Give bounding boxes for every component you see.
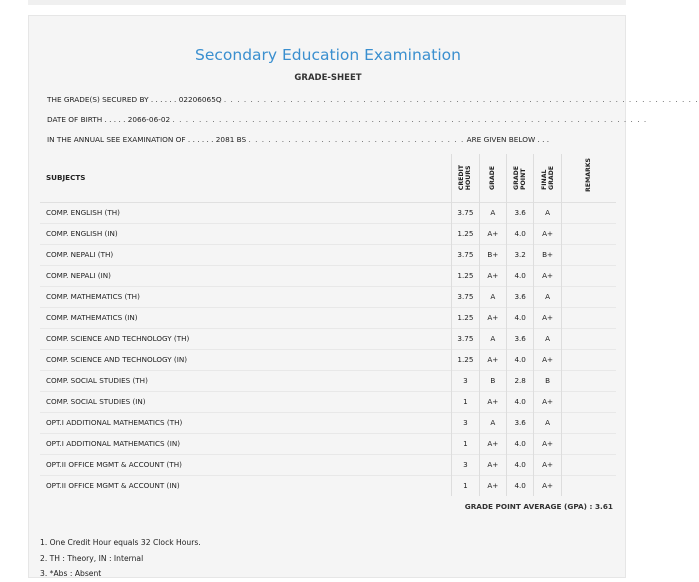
subject-cell: COMP. NEPALI (TH): [46, 250, 114, 259]
exam-line: [47, 135, 567, 144]
table-row: [40, 223, 616, 244]
final-grade-cell: A+: [534, 223, 561, 244]
table-row: [40, 307, 616, 328]
exam-year: 2081 BS: [215, 135, 247, 144]
exam-suffix: ARE GIVEN BELOW . . .: [466, 135, 550, 144]
remarks-cell: [561, 454, 616, 475]
subject-cell: COMP. ENGLISH (IN): [46, 229, 118, 238]
subject-cell: COMP. NEPALI (IN): [46, 271, 111, 280]
grade-cell: A: [479, 412, 506, 433]
col-grade-point: GRADE POINT: [506, 154, 533, 202]
final-grade-cell: B: [534, 370, 561, 391]
subject-cell: COMP. SOCIAL STUDIES (IN): [46, 397, 146, 406]
footnote: 2. TH : Theory, IN : Internal: [40, 553, 144, 563]
credit-hours-cell: 1: [452, 391, 479, 412]
grade-point-cell: 3.6: [506, 328, 533, 349]
table-row: [40, 244, 616, 265]
table-row: [40, 391, 616, 412]
final-grade-cell: A: [534, 412, 561, 433]
sheet-subtitle: GRADE-SHEET: [294, 73, 362, 83]
footnote: 1. One Credit Hour equals 32 Clock Hours.: [40, 538, 201, 547]
remarks-cell: [561, 391, 616, 412]
dot-leader: . . . . . . . . . . . . . . . . . . . . . . . . . . . . . . . . . . . . . . . . . . . . . . . . . . . . . . . . . . . . . . . . . . . . . . . .: [172, 115, 648, 124]
table-row: [40, 454, 616, 475]
table-row: [40, 370, 616, 391]
final-grade-cell: A+: [534, 265, 561, 286]
credit-hours-cell: 3.75: [452, 328, 479, 349]
final-grade-cell: A+: [534, 433, 561, 454]
credit-hours-cell: 3: [452, 454, 479, 475]
footnotes: [40, 535, 201, 582]
credit-hours-cell: 1.25: [452, 265, 479, 286]
grade-cell: A: [479, 328, 506, 349]
subject-cell: OPT.I ADDITIONAL MATHEMATICS (TH): [46, 418, 183, 427]
final-grade-cell: A+: [534, 307, 561, 328]
grade-point-cell: 3.2: [506, 244, 533, 265]
remarks-cell: [561, 475, 616, 496]
col-subjects: SUBJECTS: [46, 173, 86, 183]
exam-prefix: IN THE ANNUAL SEE EXAMINATION OF . . . . . .: [47, 135, 214, 144]
exam-title: Secondary Education Examination: [195, 46, 461, 64]
subject-cell: COMP. ENGLISH (TH): [46, 208, 120, 217]
subject-cell: COMP. SCIENCE AND TECHNOLOGY (IN): [46, 355, 188, 364]
credit-hours-cell: 3: [452, 412, 479, 433]
grade-sheet-panel: [28, 15, 699, 578]
subject-cell: OPT.I ADDITIONAL MATHEMATICS (IN): [46, 439, 181, 448]
final-grade-cell: A+: [534, 454, 561, 475]
remarks-cell: [561, 244, 616, 265]
credit-hours-cell: 3.75: [452, 286, 479, 307]
table-row: [40, 265, 616, 286]
dob-prefix: DATE OF BIRTH . . . . .: [47, 115, 126, 124]
grade-point-cell: 4.0: [506, 349, 533, 370]
table-row: [40, 286, 616, 307]
grade-point-cell: 4.0: [506, 475, 533, 496]
table-row: [40, 202, 616, 223]
grade-point-cell: 4.0: [506, 391, 533, 412]
top-divider: [28, 0, 626, 5]
grade-point-cell: 4.0: [506, 223, 533, 244]
dot-leader: . . . . . . . . . . . . . . . . . . . . . . . . . . . . . . . . . . . . . . . . . . . . . . . . . . . . . . . . . . . . . . . . . . . . . . . .: [223, 95, 699, 104]
remarks-cell: [561, 286, 616, 307]
grade-cell: A+: [479, 454, 506, 475]
grade-point-cell: 4.0: [506, 307, 533, 328]
col-remarks: REMARKS: [561, 154, 616, 202]
grades-body: [40, 202, 616, 496]
col-credit-hours: CREDIT HOURS: [452, 154, 479, 202]
credit-hours-cell: 1.25: [452, 307, 479, 328]
credit-hours-cell: 3.75: [452, 244, 479, 265]
subject-cell: OPT.II OFFICE MGMT & ACCOUNT (TH): [46, 460, 182, 469]
final-grade-cell: A: [534, 286, 561, 307]
grade-point-cell: 3.6: [506, 286, 533, 307]
table-row: [40, 412, 616, 433]
dob-line: [47, 115, 648, 124]
dob-value: 2066-06-02: [127, 115, 171, 124]
final-grade-cell: A: [534, 328, 561, 349]
col-final-grade: FINAL GRADE: [534, 154, 561, 202]
final-grade-cell: A+: [534, 391, 561, 412]
grade-cell: A+: [479, 349, 506, 370]
table-row: [40, 475, 616, 496]
grade-cell: A+: [479, 265, 506, 286]
remarks-cell: [561, 328, 616, 349]
remarks-cell: [561, 265, 616, 286]
remarks-cell: [561, 307, 616, 328]
gpa-value: 3.61: [594, 502, 613, 511]
final-grade-cell: A+: [534, 349, 561, 370]
grade-cell: A+: [479, 391, 506, 412]
footnote: 3. *Abs : Absent: [40, 569, 102, 578]
table-row: [40, 433, 616, 454]
grades-header-row: [40, 154, 616, 202]
grade-point-cell: 3.6: [506, 412, 533, 433]
credit-hours-cell: 1.25: [452, 223, 479, 244]
grade-cell: A+: [479, 475, 506, 496]
subject-cell: COMP. MATHEMATICS (TH): [46, 292, 140, 301]
grades-table: [40, 154, 616, 496]
remarks-cell: [561, 223, 616, 244]
gpa-summary: [465, 502, 613, 511]
gpa-label: GRADE POINT AVERAGE (GPA) :: [464, 502, 593, 511]
credit-hours-cell: 3.75: [452, 202, 479, 223]
grade-secured-prefix: THE GRADE(S) SECURED BY . . . . . .: [47, 95, 177, 104]
grade-cell: B+: [479, 244, 506, 265]
grade-point-cell: 4.0: [506, 265, 533, 286]
table-row: [40, 328, 616, 349]
grade-cell: A+: [479, 307, 506, 328]
grade-secured-line: [47, 95, 699, 104]
grade-point-cell: 3.6: [506, 202, 533, 223]
remarks-cell: [561, 433, 616, 454]
final-grade-cell: B+: [534, 244, 561, 265]
grade-point-cell: 2.8: [506, 370, 533, 391]
credit-hours-cell: 3: [452, 370, 479, 391]
subject-cell: COMP. SCIENCE AND TECHNOLOGY (TH): [46, 334, 190, 343]
grade-point-cell: 4.0: [506, 454, 533, 475]
grade-point-cell: 4.0: [506, 433, 533, 454]
credit-hours-cell: 1: [452, 475, 479, 496]
remarks-cell: [561, 370, 616, 391]
symbol-number: 02206065Q: [178, 95, 222, 104]
grade-cell: A: [479, 286, 506, 307]
subject-cell: COMP. MATHEMATICS (IN): [46, 313, 138, 322]
remarks-cell: [561, 412, 616, 433]
col-grade: GRADE: [479, 154, 506, 202]
final-grade-cell: A+: [534, 475, 561, 496]
subject-cell: OPT.II OFFICE MGMT & ACCOUNT (IN): [46, 481, 180, 491]
dot-leader: . . . . . . . . . . . . . . . . . . . . . . . . . . . . . . . . .: [248, 135, 465, 144]
credit-hours-cell: 1.25: [452, 349, 479, 370]
grade-cell: B: [479, 370, 506, 391]
table-row: [40, 349, 616, 370]
grade-cell: A+: [479, 433, 506, 454]
credit-hours-cell: 1: [452, 433, 479, 454]
final-grade-cell: A: [534, 202, 561, 223]
subject-cell: COMP. SOCIAL STUDIES (TH): [46, 376, 148, 385]
remarks-cell: [561, 202, 616, 223]
remarks-cell: [561, 349, 616, 370]
grade-cell: A+: [479, 223, 506, 244]
grade-cell: A: [479, 202, 506, 223]
